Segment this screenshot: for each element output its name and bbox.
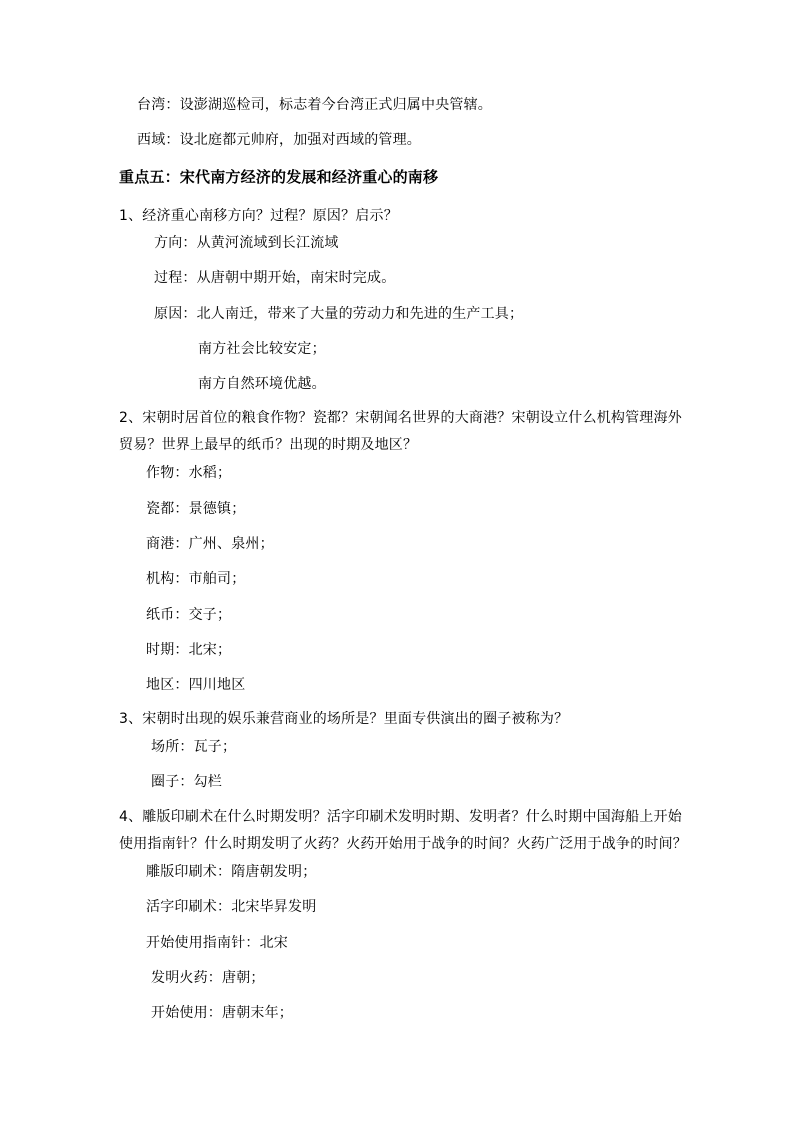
q2-answer-agency: 机构：市舶司；	[146, 571, 246, 587]
section-title: 重点五：宋代南方经济的发展和经济重心的南移	[119, 168, 439, 186]
q4-answer-movable-type: 活字印刷术：北宋毕昇发明	[146, 899, 317, 915]
q1-answer-direction: 方向：从黄河流域到长江流域	[154, 235, 339, 251]
intro-taiwan: 台湾：设澎湖巡检司，标志着今台湾正式归属中央管辖。	[137, 97, 492, 113]
q1-question: 1、经济重心南移方向？过程？原因？启示？	[119, 208, 398, 224]
q2-answer-region: 地区：四川地区	[146, 677, 246, 693]
q1-answer-reason-2: 南方社会比较安定；	[198, 341, 326, 357]
q2-answer-porcelain: 瓷都：景德镇；	[146, 501, 246, 517]
q3-question: 3、宋朝时出现的娱乐兼营商业的场所是？里面专供演出的圈子被称为？	[119, 711, 569, 727]
intro-xiyu: 西域：设北庭都元帅府，加强对西域的管理。	[137, 132, 421, 148]
q2-question-line2: 贸易？世界上最早的纸币？出现的时期及地区？	[119, 437, 418, 453]
q1-answer-process: 过程：从唐朝中期开始，南宋时完成。	[154, 270, 396, 286]
q2-question-line1: 2、宋朝时居首位的粮食作物？瓷都？宋朝闻名世界的大商港？宋朝设立什么机构管理海外	[119, 410, 682, 426]
q3-answer-venue: 场所：瓦子；	[151, 739, 237, 755]
q2-answer-port: 商港：广州、泉州；	[146, 536, 274, 552]
q2-answer-crop: 作物：水稻；	[146, 465, 232, 481]
q4-answer-block-printing: 雕版印刷术：隋唐朝发明；	[146, 864, 317, 880]
q1-answer-reason: 原因：北人南迁，带来了大量的劳动力和先进的生产工具；	[154, 306, 524, 322]
q2-answer-period: 时期：北宋；	[146, 642, 232, 658]
q4-question-line2: 使用指南针？什么时期发明了火药？火药开始用于战争的时间？火药广泛用于战争的时间？	[119, 836, 687, 852]
q4-answer-compass: 开始使用指南针：北宋	[146, 935, 288, 951]
q4-answer-gunpowder: 发明火药：唐朝；	[151, 970, 265, 986]
q4-answer-first-use: 开始使用：唐朝末年；	[151, 1005, 293, 1021]
q4-question-line1: 4、雕版印刷术在什么时期发明？活字印刷术发明时期、发明者？什么时期中国海船上开始	[119, 809, 682, 825]
q2-answer-paper-money: 纸币：交子；	[146, 607, 232, 623]
q3-answer-circle: 圈子：勾栏	[151, 774, 222, 790]
q1-answer-reason-3: 南方自然环境优越。	[198, 376, 326, 392]
